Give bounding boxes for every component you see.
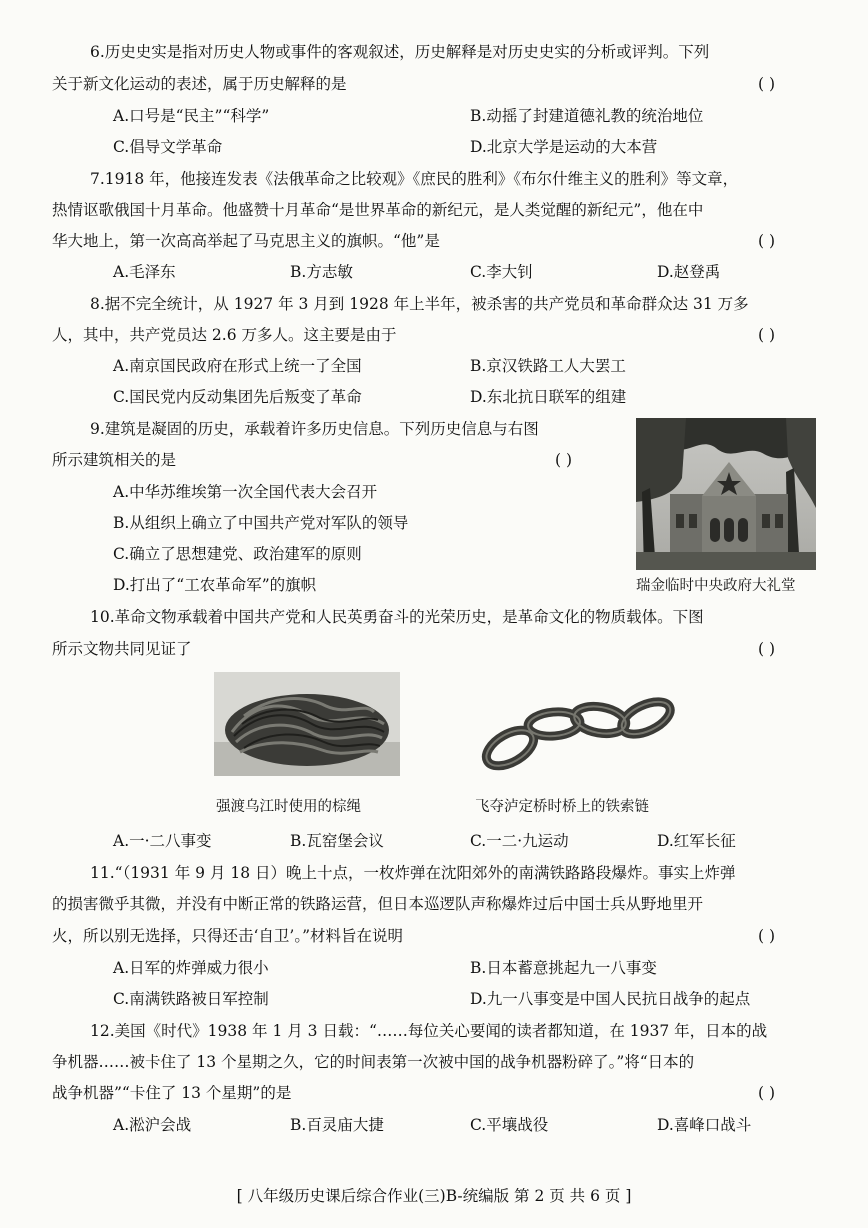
q9-option-b[interactable]: B.从组织上确立了中国共产党对军队的领导: [113, 514, 409, 532]
q9-stem-line-2: 所示建筑相关的是: [52, 451, 177, 469]
page-footer: [ 八年级历史课后综合作业(三)B-统编版 第 2 页 共 6 页 ]: [236, 1187, 632, 1205]
q8-option-c[interactable]: C.国民党内反动集团先后叛变了革命: [113, 388, 362, 406]
q7-answer-paren[interactable]: ( ): [758, 232, 776, 250]
q9-option-a[interactable]: A.中华苏维埃第一次全国代表大会召开: [113, 483, 378, 501]
q6-stem-line-2: 关于新文化运动的表述，属于历史解释的是: [52, 75, 347, 93]
q10-option-d[interactable]: D.红军长征: [657, 832, 736, 850]
q8-answer-paren[interactable]: ( ): [758, 326, 776, 344]
q11-option-d[interactable]: D.九一八事变是中国人民抗日战争的起点: [470, 990, 751, 1008]
iron-chain-photo: [470, 684, 684, 776]
q12-option-a[interactable]: A.淞沪会战: [113, 1116, 192, 1134]
palm-rope-photo-svg: [214, 672, 400, 776]
q7-option-b[interactable]: B.方志敏: [290, 263, 353, 281]
q6-option-b[interactable]: B.动摇了封建道德礼教的统治地位: [470, 107, 704, 125]
q12-stem-line-3: 战争机器”“卡住了 13 个星期”的是: [52, 1084, 292, 1102]
q8-stem-line-1: 8.据不完全统计，从 1927 年 3 月到 1928 年上半年，被杀害的共产党员和革命群众达 31 万多: [90, 295, 749, 313]
q9-option-c[interactable]: C.确立了思想建党、政治建军的原则: [113, 545, 362, 563]
q9-stem-line-1: 9.建筑是凝固的历史，承载着许多历史信息。下列历史信息与右图: [90, 420, 539, 438]
palm-rope-caption: 强渡乌江时使用的棕绳: [216, 799, 361, 815]
q8-stem-line-2: 人，其中，共产党员达 2.6 万多人。这主要是由于: [52, 326, 397, 344]
ruijin-auditorium-caption: 瑞金临时中央政府大礼堂: [636, 578, 796, 594]
q8-option-b[interactable]: B.京汉铁路工人大罢工: [470, 357, 626, 375]
q12-stem-line-2: 争机器……被卡住了 13 个星期之久，它的时间表第一次被中国的战争机器粉碎了。”将“日本的: [52, 1053, 695, 1071]
q7-stem-line-1: 7.1918 年，他接连发表《法俄革命之比较观》《庶民的胜利》《布尔什维主义的胜利》等文章，: [90, 170, 739, 188]
q6-option-c[interactable]: C.倡导文学革命: [113, 138, 223, 156]
q8-option-d[interactable]: D.东北抗日联军的组建: [470, 388, 627, 406]
q6-option-a[interactable]: A.口号是“民主”“科学”: [113, 107, 270, 125]
q6-answer-paren[interactable]: ( ): [758, 75, 776, 93]
q12-option-c[interactable]: C.平壤战役: [470, 1116, 549, 1134]
q11-stem-line-1: 11.“（1931 年 9 月 18 日）晚上十点，一枚炸弹在沈阳郊外的南满铁路路段爆炸。事实上炸弹: [90, 864, 736, 882]
q11-stem-line-2: 的损害微乎其微，并没有中断正常的铁路运营，但日本巡逻队声称爆炸过后中国士兵从野地里开: [52, 895, 704, 913]
ruijin-auditorium-photo-svg: [636, 418, 816, 570]
q9-answer-paren[interactable]: ( ): [555, 451, 573, 469]
q7-option-d[interactable]: D.赵登禹: [657, 263, 721, 281]
q11-option-b[interactable]: B.日本蓄意挑起九一八事变: [470, 959, 657, 977]
q9-option-d[interactable]: D.打出了“工农革命军”的旗帜: [113, 576, 317, 594]
q11-answer-paren[interactable]: ( ): [758, 927, 776, 945]
q10-answer-paren[interactable]: ( ): [758, 640, 776, 658]
palm-rope-photo: [214, 672, 400, 776]
q12-option-b[interactable]: B.百灵庙大捷: [290, 1116, 384, 1134]
q10-option-c[interactable]: C.一二·九运动: [470, 832, 569, 850]
q7-stem-line-2: 热情讴歌俄国十月革命。他盛赞十月革命“是世界革命的新纪元，是人类觉醒的新纪元”，他在中: [52, 201, 704, 219]
q11-option-c[interactable]: C.南满铁路被日军控制: [113, 990, 269, 1008]
q6-stem-line-1: 6.历史史实是指对历史人物或事件的客观叙述，历史解释是对历史史实的分析或评判。下列: [90, 43, 710, 61]
q12-option-d[interactable]: D.喜峰口战斗: [657, 1116, 752, 1134]
q10-option-b[interactable]: B.瓦窑堡会议: [290, 832, 384, 850]
q11-stem-line-3: 火，所以别无选择，只得还击‘自卫’。”材料旨在说明: [52, 927, 404, 945]
q12-answer-paren[interactable]: ( ): [758, 1084, 776, 1102]
q10-stem-line-2: 所示文物共同见证了: [52, 640, 192, 658]
q7-option-a[interactable]: A.毛泽东: [113, 263, 176, 281]
ruijin-auditorium-photo: [636, 418, 816, 570]
q12-stem-line-1: 12.美国《时代》1938 年 1 月 3 日载：“……每位关心要闻的读者都知道，在 1937 年，日本的战: [90, 1022, 768, 1040]
iron-chain-photo-svg: [470, 684, 684, 776]
q7-option-c[interactable]: C.李大钊: [470, 263, 533, 281]
q6-option-d[interactable]: D.北京大学是运动的大本营: [470, 138, 658, 156]
q10-stem-line-1: 10.革命文物承载着中国共产党和人民英勇奋斗的光荣历史，是革命文化的物质载体。下图: [90, 608, 704, 626]
q11-option-a[interactable]: A.日军的炸弹威力很小: [113, 959, 269, 977]
q10-option-a[interactable]: A.一·二八事变: [113, 832, 212, 850]
iron-chain-caption: 飞夺泸定桥时桥上的铁索链: [475, 799, 649, 815]
q7-stem-line-3: 华大地上，第一次高高举起了马克思主义的旗帜。“他”是: [52, 232, 440, 250]
q8-option-a[interactable]: A.南京国民政府在形式上统一了全国: [113, 357, 362, 375]
